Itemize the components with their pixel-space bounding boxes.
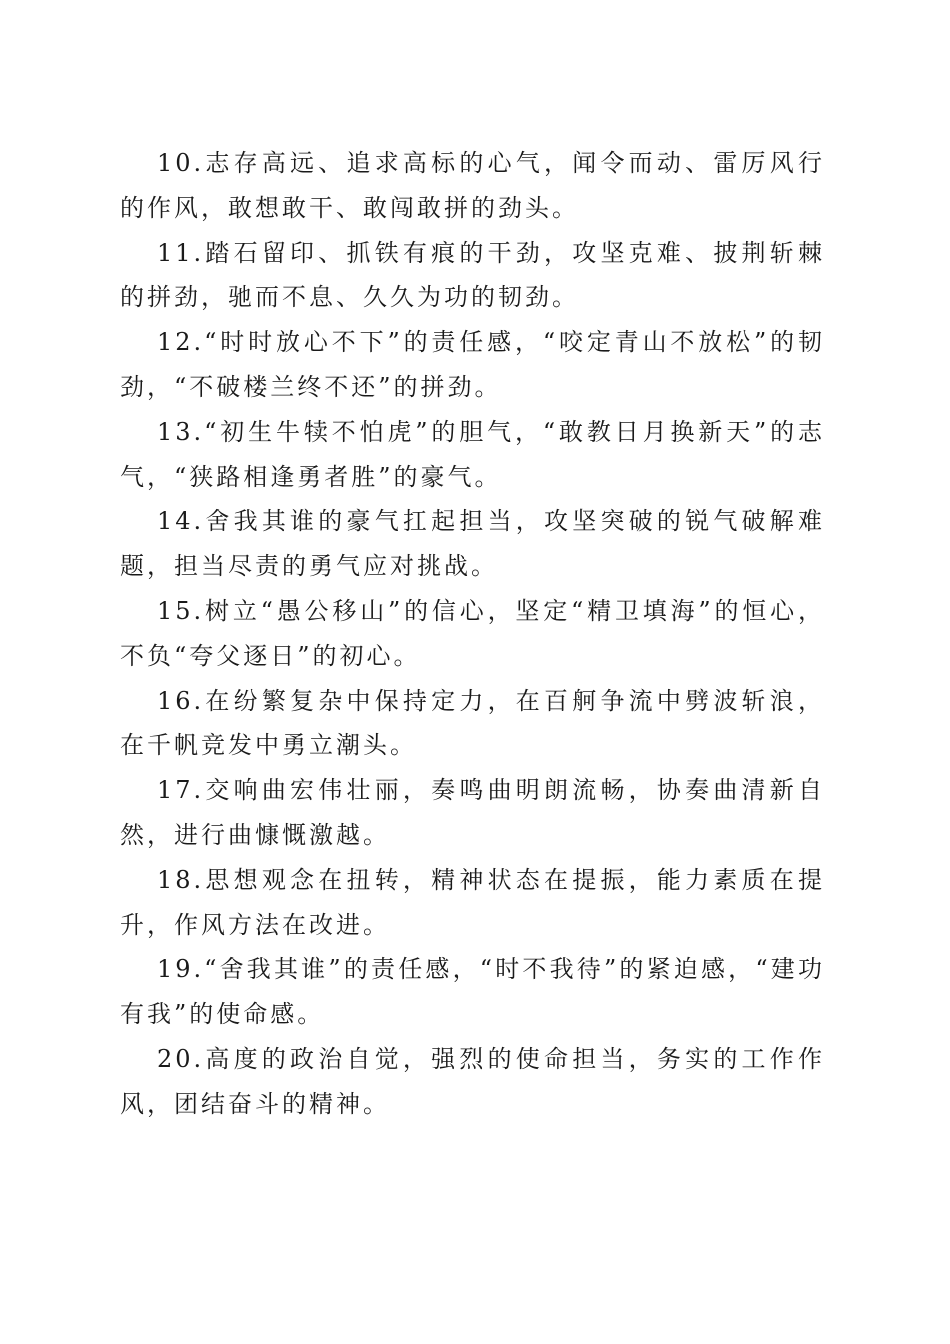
document-body [120, 141, 825, 1127]
paragraph-16: 16.在纷繁复杂中保持定力，在百舸争流中劈波斩浪，在千帆竞发中勇立潮头。 [120, 686, 825, 760]
paragraph-18: 18.思想观念在扭转，精神状态在提振，能力素质在提升，作风方法在改进。 [120, 865, 825, 939]
paragraph-13: 13.“初生牛犊不怕虎”的胆气，“敢教日月换新天”的志气，“狭路相逢勇者胜”的豪气。 [120, 417, 825, 491]
paragraph-10: 10.志存高远、追求高标的心气，闻令而动、雷厉风行的作风，敢想敢干、敢闯敢拼的劲头。 [120, 149, 825, 222]
paragraph-20: 20.高度的政治自觉，强烈的使命担当，务实的工作作风，团结奋斗的精神。 [120, 1044, 825, 1118]
paragraph-19: 19.“舍我其谁”的责任感，“时不我待”的紧迫感，“建功有我”的使命感。 [120, 955, 825, 1029]
paragraph-17: 17.交响曲宏伟壮丽，奏鸣曲明朗流畅，协奏曲清新自然，进行曲慷慨激越。 [120, 776, 825, 849]
paragraph-12: 12.“时时放心不下”的责任感，“咬定青山不放松”的韧劲，“不破楼兰终不还”的拼劲。 [120, 328, 825, 401]
paragraph-11: 11.踏石留印、抓铁有痕的干劲，攻坚克难、披荆斩棘的拼劲，驰而不息、久久为功的韧劲。 [120, 238, 825, 312]
paragraph-15: 15.树立“愚公移山”的信心，坚定“精卫填海”的恒心，不负“夸父逐日”的初心。 [120, 596, 825, 670]
paragraph-14: 14.舍我其谁的豪气扛起担当，攻坚突破的锐气破解难题，担当尽责的勇气应对挑战。 [120, 507, 825, 581]
